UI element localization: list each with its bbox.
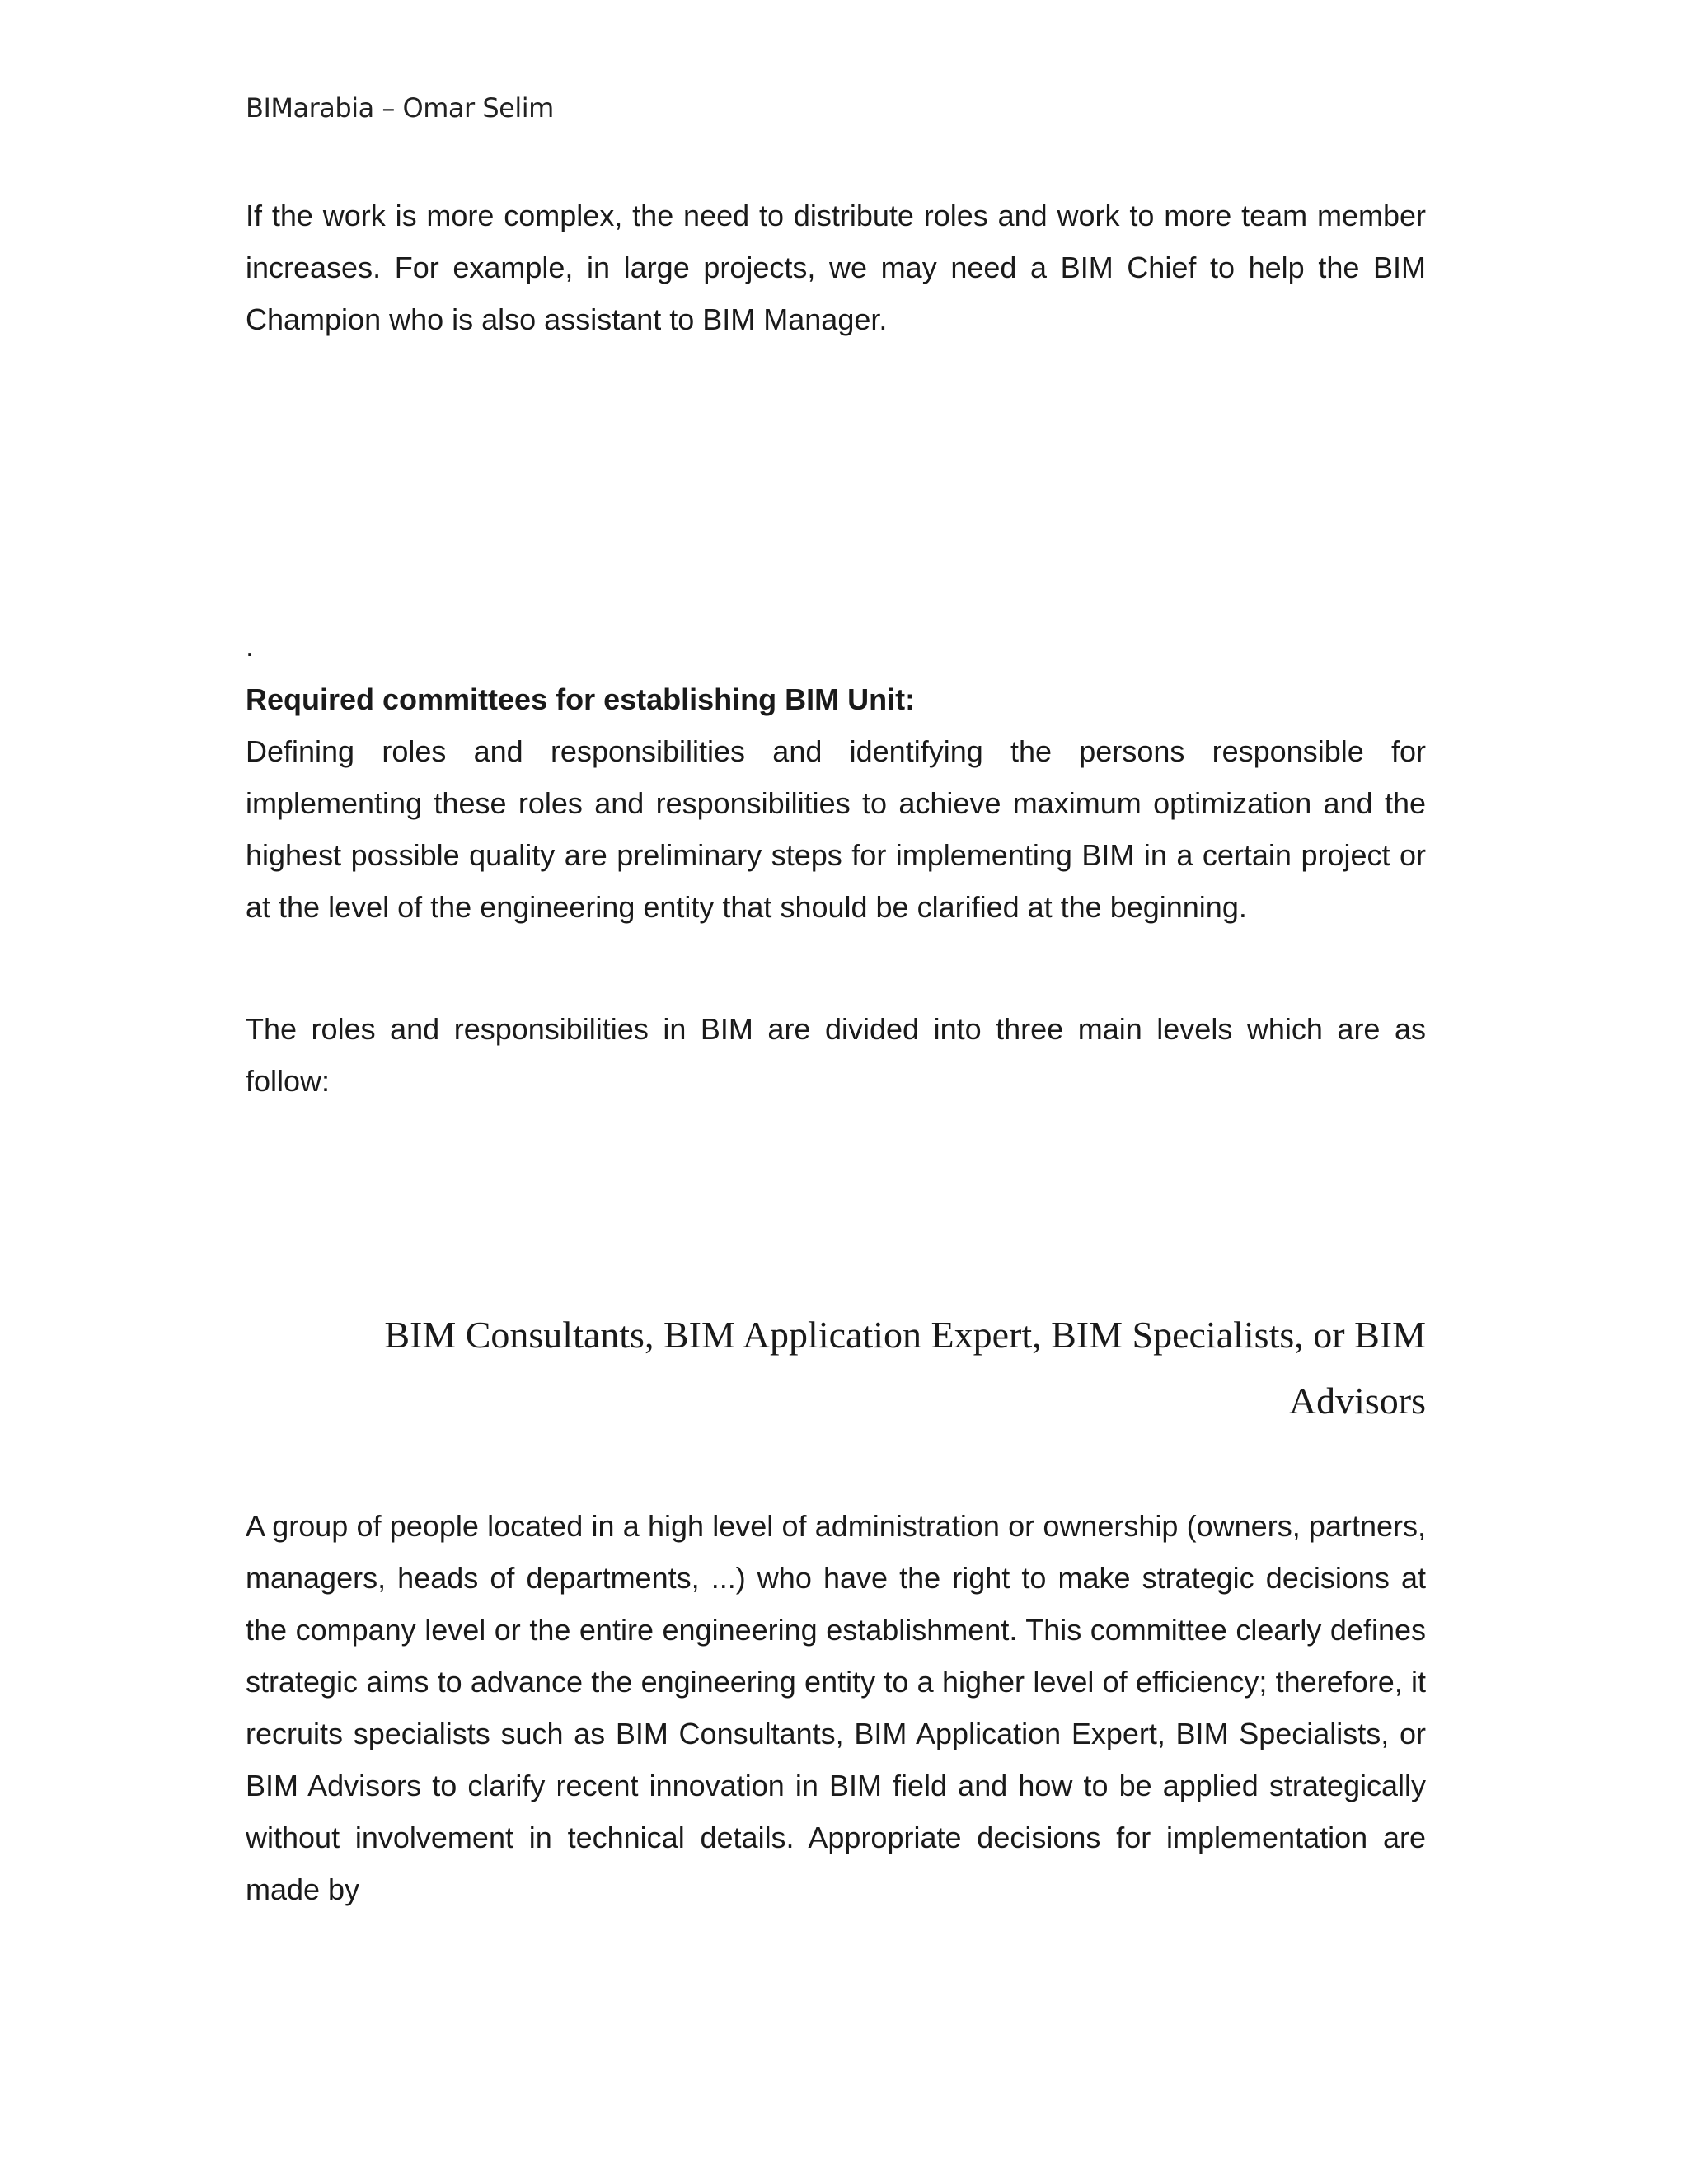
page-header: BIMarabia – Omar Selim xyxy=(246,92,554,124)
level-subtitle: BIM Consultants, BIM Application Expert, BIM Specialists, or BIM Advisors xyxy=(384,1314,1426,1422)
defining-roles-paragraph: Defining roles and responsibilities and identifying the persons responsible for implementing these roles and responsibilities to achieve maximum optimization and the highest possible quality are preliminary steps for implementing BIM in a certain project or at the level of the engineering entity that should be clarified at the beginning. xyxy=(246,734,1426,924)
intro-paragraph: If the work is more complex, the need to distribute roles and work to more team member increases. For example, in large projects, we may need a BIM Chief to help the BIM Champion who is also assistant to BIM Manager. xyxy=(246,199,1426,336)
committee-description-paragraph: A group of people located in a high level of administration or ownership (owners, partners, managers, heads of departments, ...) who have the right to make strategic decisions at the company level or the entire engineering establishment. This committee clearly defines strategic aims to advance the engineering entity to a higher level of efficiency; therefore, it recruits specialists such as BIM Consultants, BIM Application Expert, BIM Specialists, or BIM Advisors to clarify recent innovation in BIM field and how to be applied strategically without involvement in technical details. Appropriate decisions for implementation are made by xyxy=(246,1509,1426,1906)
separator-dot: . xyxy=(246,629,255,663)
section-heading: Required committees for establishing BIM Unit: xyxy=(246,682,916,716)
levels-paragraph: The roles and responsibilities in BIM are divided into three main levels which are as follow: xyxy=(246,1012,1426,1098)
